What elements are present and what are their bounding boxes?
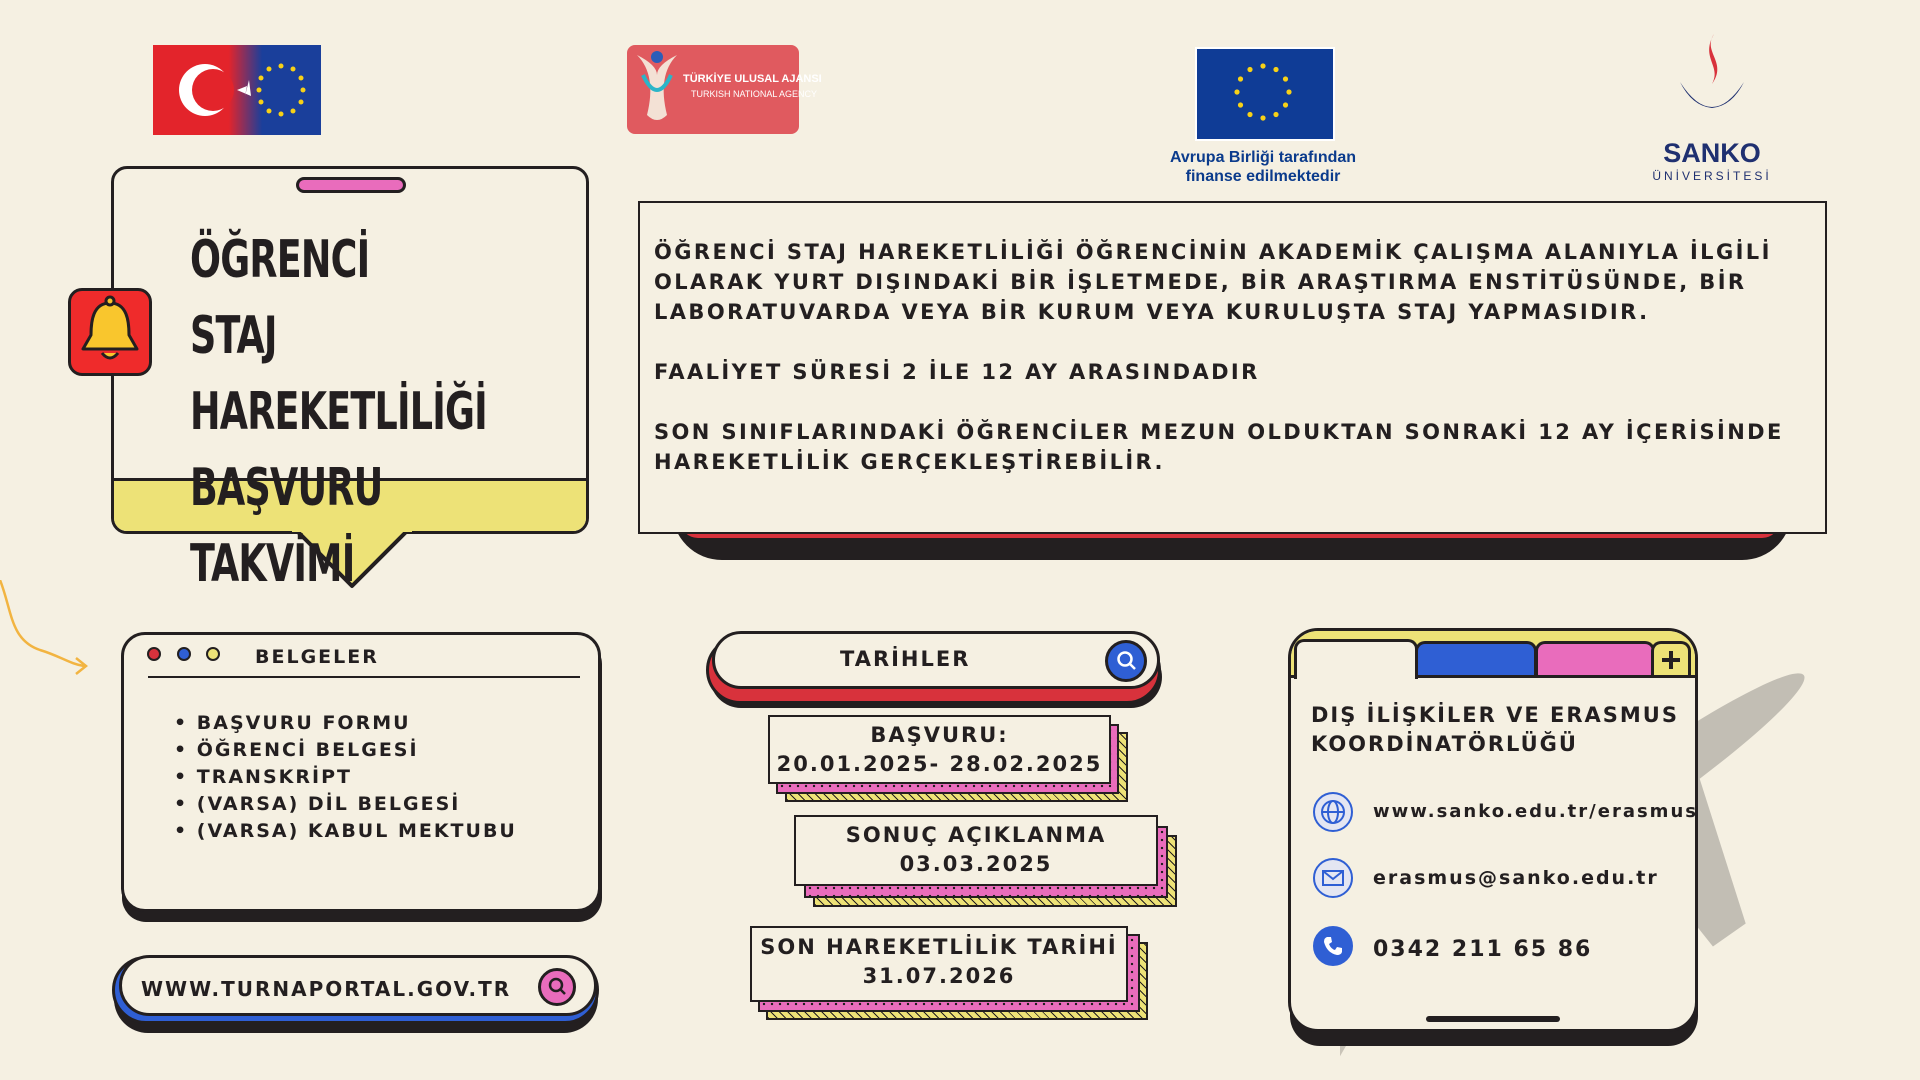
portal-url[interactable]: WWW.TURNAPORTAL.GOV.TR: [141, 977, 512, 1001]
contact-window: [1288, 628, 1698, 1032]
curly-arrow-decoration: [0, 580, 100, 680]
documents-divider: [148, 676, 580, 678]
title-line3: BAŞVURU TAKVİMİ: [190, 458, 383, 594]
national-agency-name: TÜRKİYE ULUSAL AJANSI: [683, 73, 822, 85]
page-title: [190, 222, 502, 602]
application-label: BAŞVURU:: [870, 723, 1009, 747]
contact-website[interactable]: www.sanko.edu.tr/erasmus: [1373, 801, 1698, 822]
last-mobility-label: SON HAREKETLİLİK TARİHİ: [760, 935, 1118, 959]
result-date: 03.03.2025: [899, 852, 1053, 876]
list-item: • BAŞVURU FORMU: [174, 710, 517, 737]
eu-funding-caption: [1140, 148, 1386, 186]
documents-title: BELGELER: [255, 646, 379, 668]
title-line2: STAJ HAREKETLİLİĞİ: [190, 306, 487, 442]
contact-phone[interactable]: 0342 211 65 86: [1373, 937, 1593, 962]
search-icon: [1108, 643, 1144, 679]
contact-title: [1311, 701, 1679, 759]
info-box: [638, 201, 1827, 534]
window-dot-blue: [177, 647, 191, 661]
info-paragraph-2: FAALİYET SÜRESİ 2 İLE 12 AY ARASINDADIR: [654, 360, 1260, 384]
contact-tab-active[interactable]: [1294, 639, 1418, 679]
contact-tab-pink[interactable]: [1535, 641, 1655, 675]
turkish-national-agency-logo: [627, 45, 822, 134]
title-window-pill: [296, 177, 406, 193]
last-mobility-date: 31.07.2026: [862, 964, 1016, 988]
date-card-last-mobility: [750, 926, 1128, 1002]
plus-icon: [1660, 649, 1682, 671]
contact-title-line2: KOORDİNATÖRLÜĞÜ: [1311, 732, 1578, 756]
sanko-flame-icon: [1672, 32, 1752, 132]
bell-icon: [68, 288, 152, 376]
eu-caption-line1: Avrupa Birliği tarafından: [1169, 149, 1357, 166]
turkey-eu-flag-logo: [153, 45, 321, 135]
phone-icon: [1313, 926, 1353, 966]
list-item: • (VARSA) KABUL MEKTUBU: [174, 818, 517, 845]
national-agency-subtitle: TURKISH NATIONAL AGENCY: [691, 89, 818, 99]
date-card-result: [794, 815, 1158, 886]
contact-window-handle: [1426, 1016, 1560, 1022]
dates-title: TARİHLER: [840, 647, 971, 671]
date-card-application: [768, 715, 1111, 784]
info-paragraph-1: ÖĞRENCİ STAJ HAREKETLİLİĞİ ÖĞRENCİNİN AKADEMİK ÇALIŞMA ALANIYLA İLGİLİ OLARAK YURT DIŞINDAKİ BİR İŞLETMEDE, BİR ARAŞTIRMA ENSTİTÜSÜNDE, BİR LABORATUVARDA VEYA BİR KURUM VEYA KURULUŞTA STAJ YAPMASIDIR.: [654, 240, 1772, 324]
eu-caption-line2: finanse edilmektedir: [1185, 168, 1341, 185]
window-dot-red: [147, 647, 161, 661]
mail-icon: [1313, 858, 1353, 898]
dates-search-button[interactable]: [1105, 640, 1147, 682]
add-tab-button[interactable]: [1651, 641, 1691, 675]
sanko-university-logo: [1642, 32, 1782, 183]
application-dates: 20.01.2025- 28.02.2025: [776, 752, 1103, 776]
sanko-name: SANKO: [1663, 138, 1761, 168]
info-paragraph-3: SON SINIFLARINDAKİ ÖĞRENCİLER MEZUN OLDUKTAN SONRAKİ 12 AY İÇERİSİNDE HAREKETLİLİK GERÇEKLEŞTİREBİLİR.: [654, 420, 1784, 474]
result-label: SONUÇ AÇIKLANMA: [845, 823, 1107, 847]
portal-search-button[interactable]: [538, 968, 576, 1006]
list-item: • TRANSKRİPT: [174, 764, 517, 791]
globe-icon: [1313, 792, 1353, 832]
search-icon: [541, 971, 573, 1003]
contact-title-line1: DIŞ İLİŞKİLER VE ERASMUS: [1311, 703, 1679, 727]
eu-flag-logo: [1195, 47, 1335, 141]
sanko-subtitle: ÜNİVERSİTESİ: [1652, 169, 1772, 183]
contact-tab-blue[interactable]: [1415, 641, 1537, 675]
list-item: • ÖĞRENCİ BELGESİ: [174, 737, 517, 764]
title-line1: ÖĞRENCİ: [190, 230, 370, 290]
documents-list: [174, 710, 517, 845]
contact-email[interactable]: erasmus@sanko.edu.tr: [1373, 867, 1659, 889]
window-dot-yellow: [206, 647, 220, 661]
list-item: • (VARSA) DİL BELGESİ: [174, 791, 517, 818]
